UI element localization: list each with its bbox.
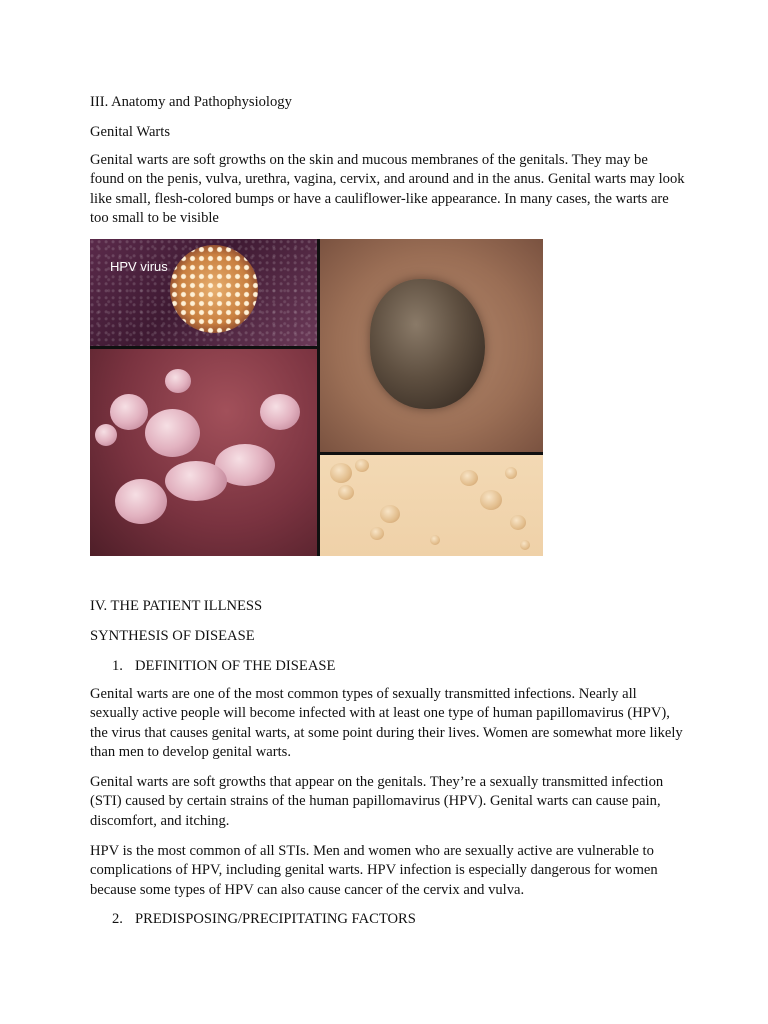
figure-label: HPV virus (110, 259, 168, 274)
wart-closeup-image (320, 239, 543, 452)
definition-paragraph-1: Genital warts are one of the most common types of sexually transmitted infections. Nearly all sexually active people will become infected with at least one type of human papillomavirus (HPV), the virus that causes genital warts, at some point during their lives. Women are somewhat more likely than men to develop genital warts. (90, 686, 683, 761)
list-item-2-number: 2. (112, 911, 123, 927)
section-3-heading: III. Anatomy and Pathophysiology (90, 94, 292, 110)
virus-particle (170, 245, 258, 333)
list-item-2-label: PREDISPOSING/PRECIPITATING FACTORS (135, 911, 416, 927)
genital-warts-figure (90, 239, 543, 556)
list-item-1-label: DEFINITION OF THE DISEASE (135, 658, 336, 674)
list-item-1 (90, 656, 335, 676)
clustered-warts-image (90, 349, 317, 556)
section-3-paragraph: Genital warts are soft growths on the skin and mucous membranes of the genitals. They may be found on the penis, vulva, urethra, vagina, cervix, and around and in the anus. Genital warts may look like small, flesh-colored bumps or have a cauliflower-like appearance. In many cases, the warts are too small to be visible (90, 152, 685, 227)
skin-bumps-image (320, 455, 543, 556)
hpv-virus-image (90, 239, 317, 346)
list-item-1-number: 1. (112, 658, 123, 674)
definition-paragraph-2: Genital warts are soft growths that appear on the genitals. They’re a sexually transmitted infection (STI) caused by certain strains of the human papillomavirus (HPV). Genital warts can cause pain, discomfort, and itching. (90, 774, 664, 829)
list-item-2 (90, 909, 416, 929)
section-4-heading: IV. THE PATIENT ILLNESS (90, 598, 263, 614)
section-4-subheading: SYNTHESIS OF DISEASE (90, 628, 255, 644)
wart-lesion (370, 279, 485, 409)
definition-paragraph-3: HPV is the most common of all STIs. Men and women who are sexually active are vulnerable to complications of HPV, including genital warts. HPV infection is especially dangerous for women because some types of HPV can also cause cancer of the cervix and vulva. (90, 843, 658, 898)
section-3-subheading: Genital Warts (90, 124, 171, 140)
